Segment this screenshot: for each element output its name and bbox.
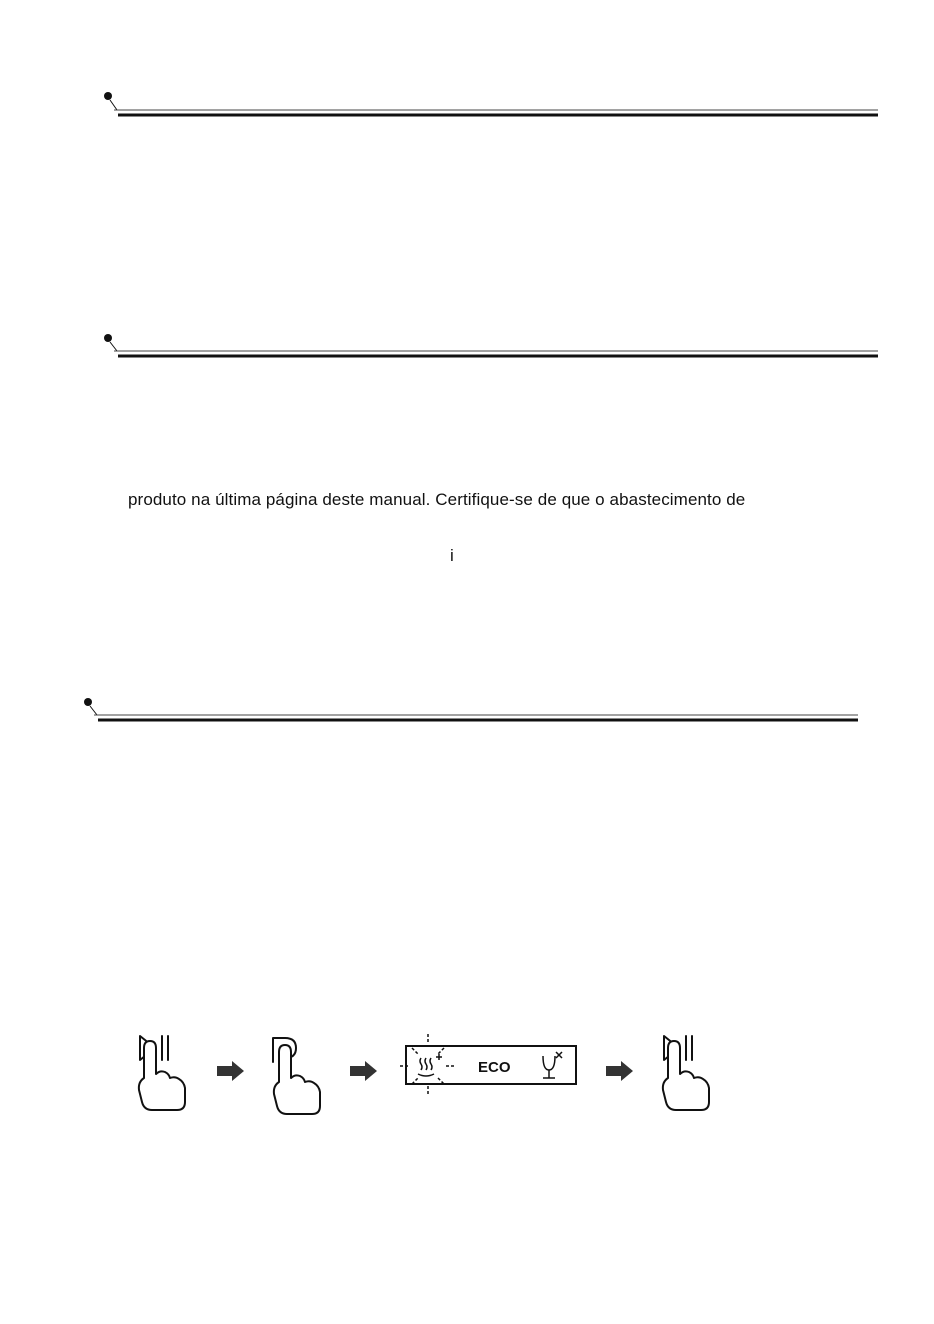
program-button-press-icon: [265, 1030, 335, 1127]
section-header-rule-3: [80, 694, 862, 726]
play-pause-button-press-icon: [130, 1030, 200, 1120]
section-rule-graphic: [100, 330, 880, 362]
play-pause-button-press-icon: [654, 1030, 724, 1120]
section-header-rule-2: [100, 330, 880, 362]
display-panel-icon: [396, 1032, 580, 1107]
arrow-right-icon: [215, 1060, 247, 1087]
body-text-fragment: i: [450, 546, 454, 565]
eco-label: ECO: [478, 1059, 511, 1076]
arrow-right-icon: [348, 1060, 380, 1087]
body-text-line: produto na última página deste manual. Certifique-se de que o abastecimento de: [128, 490, 746, 509]
arrow-right-icon: [604, 1060, 636, 1087]
section-header-rule-1: [100, 88, 880, 120]
section-rule-graphic: [80, 694, 862, 726]
procedure-figure: [0, 1020, 934, 1130]
section-rule-graphic: [100, 88, 880, 120]
